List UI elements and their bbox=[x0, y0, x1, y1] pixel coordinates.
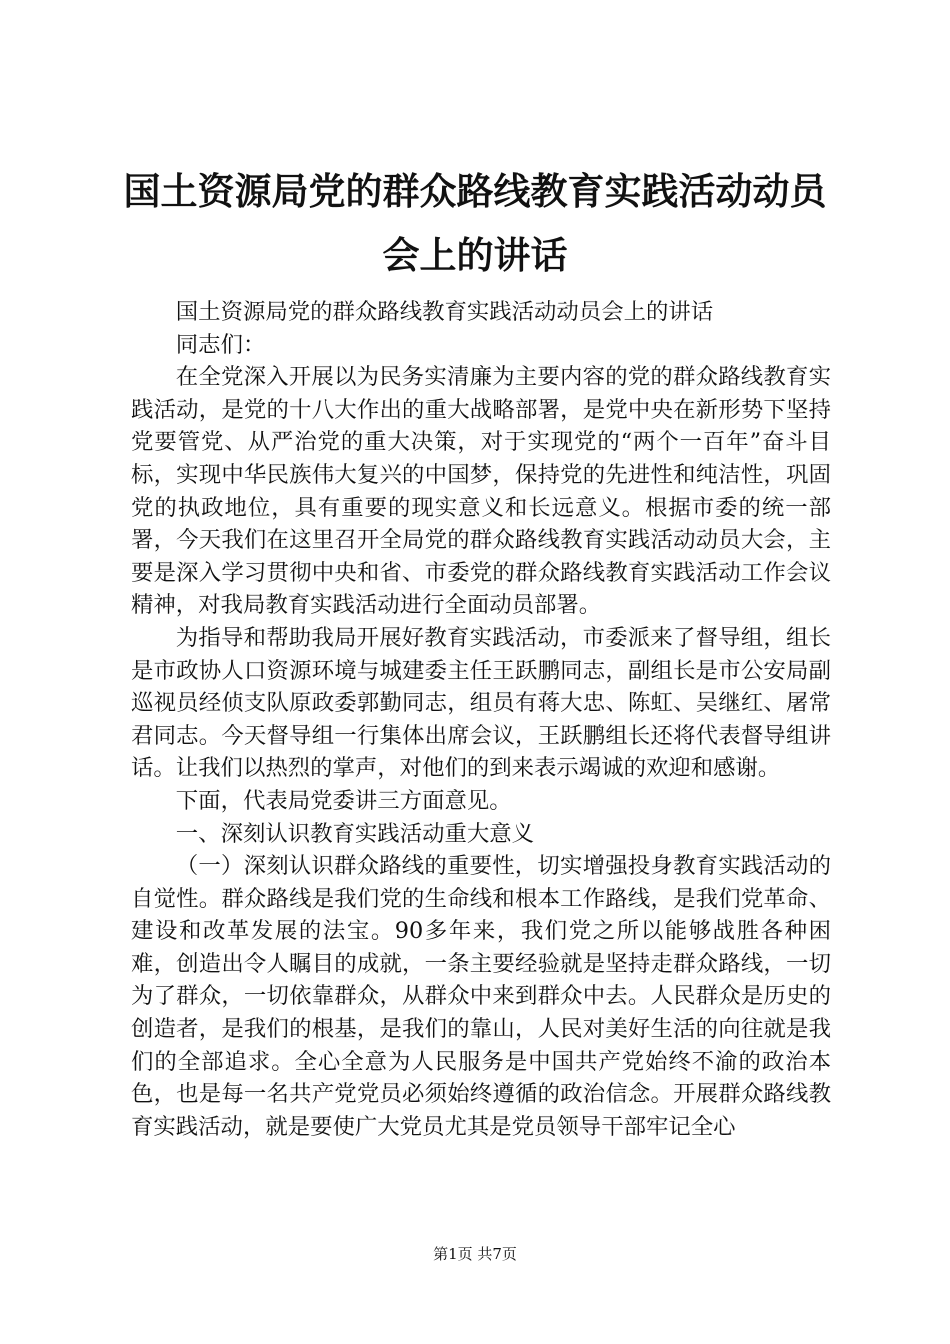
paragraph-supervision-group: 为指导和帮助我局开展好教育实践活动，市委派来了督导组，组长是市政协人口资源环境与城建委主任王跃鹏同志，副组长是市公安局副巡视员经侦支队原政委郭勤同志，组员有蒋大忠、陈虹、吴继红、屠常君同志。今天督导组一行集体出席会议，王跃鹏组长还将代表督导组讲话。让我们以热烈的掌声，对他们的到来表示竭诚的欢迎和感谢。 bbox=[131, 624, 831, 782]
section-heading-1: 一、深刻认识教育实践活动重大意义 bbox=[175, 820, 535, 847]
paragraph-salutation: 同志们： bbox=[175, 331, 266, 358]
paragraph-section-1-1: （一）深刻认识群众路线的重要性，切实增强投身教育实践活动的自觉性。群众路线是我们党的生命线和根本工作路线，是我们党革命、建设和改革发展的法宝。90多年来，我们党之所以能够战胜各种困难，创造出令人瞩目的成就，一条主要经验就是坚持走群众路线，一切为了群众，一切依靠群众，从群众中来到群众中去。人民群众是历史的创造者，是我们的根基，是我们的靠山，人民对美好生活的向往就是我们的全部追求。全心全意为人民服务是中国共产党始终不渝的政治本色，也是每一名共产党党员必须始终遵循的政治信念。开展群众路线教育实践活动，就是要使广大党员尤其是党员领导干部牢记全心 bbox=[131, 853, 831, 1140]
page-footer: 第1页 共7页 bbox=[433, 1245, 517, 1263]
paragraph-heading-repeat: 国土资源局党的群众路线教育实践活动动员会上的讲话 bbox=[175, 299, 714, 325]
document-body bbox=[131, 296, 831, 1143]
paragraph-intro: 在全党深入开展以为民务实清廉为主要内容的党的群众路线教育实践活动，是党的十八大作出的重大战略部署，是党中央在新形势下坚持党要管党、从严治党的重大决策，对于实现党的“两个一百年”奋斗目标，实现中华民族伟大复兴的中国梦，保持党的先进性和纯洁性，巩固党的执政地位，具有重要的现实意义和长远意义。根据市委的统一部署，今天我们在这里召开全局党的群众路线教育实践活动动员大会，主要是深入学习贯彻中央和省、市委党的群众路线教育实践活动工作会议精神，对我局教育实践活动进行全面动员部署。 bbox=[131, 364, 831, 619]
document-title: 国土资源局党的群众路线教育实践活动动员会上的讲话 bbox=[123, 170, 827, 277]
paragraph-transition: 下面，代表局党委讲三方面意见。 bbox=[175, 787, 512, 814]
